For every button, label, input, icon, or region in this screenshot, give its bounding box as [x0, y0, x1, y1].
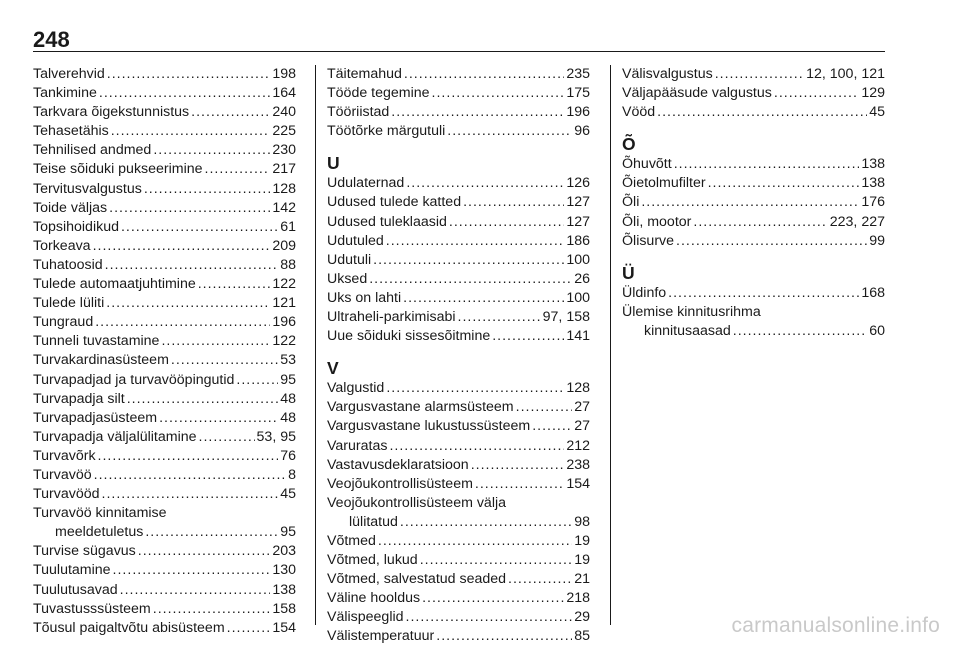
index-entry: [33, 122, 296, 141]
entry-term: meeldetuletus: [55, 524, 144, 541]
entry-term: lülitatud: [349, 513, 398, 530]
index-entry: [33, 409, 296, 428]
entry-page-ref: 100: [566, 251, 590, 268]
index-entry: [327, 608, 590, 627]
leader-dots: [389, 437, 564, 456]
index-entry: [327, 327, 590, 346]
entry-term: Õli: [622, 194, 640, 211]
leader-dots: [668, 284, 859, 303]
index-entry: [622, 193, 885, 212]
entry-page-ref: 217: [272, 161, 296, 178]
entry-term: Välisvalgustus: [622, 66, 713, 82]
entry-page-ref: 209: [272, 237, 296, 254]
column-divider-1: [315, 65, 316, 625]
entry-term: Talverehvid: [33, 66, 105, 82]
index-entry: [33, 199, 296, 218]
index-entry: [33, 256, 296, 275]
entry-term: Täitemahud: [327, 66, 402, 82]
entry-page-ref: 196: [272, 314, 296, 331]
index-entry: [33, 351, 296, 370]
leader-dots: [403, 289, 564, 308]
entry-page-ref: 168: [861, 284, 885, 301]
entry-page-ref: 138: [272, 581, 296, 598]
entry-page-ref: 128: [566, 380, 590, 397]
index-entry: [33, 141, 296, 160]
entry-page-ref: 100: [566, 289, 590, 306]
entry-page-ref: 225: [272, 123, 296, 140]
leader-dots: [516, 398, 573, 417]
index-entry: [33, 160, 296, 179]
entry-page-ref: 21: [574, 571, 590, 588]
leader-dots: [386, 379, 564, 398]
entry-term: Turvavöö: [33, 466, 92, 483]
entry-page-ref: 218: [566, 590, 590, 607]
entry-page-ref: 95: [280, 371, 296, 388]
index-entry: [327, 532, 590, 551]
entry-term: Vastavusdeklaratsioon: [327, 456, 469, 473]
leader-dots: [99, 84, 270, 103]
index-entry: [33, 561, 296, 580]
index-entry: [33, 180, 296, 199]
index-entry: [33, 218, 296, 237]
entry-page-ref: 230: [272, 142, 296, 159]
entry-term: kinnitusaasad: [644, 322, 731, 339]
index-entry: [327, 456, 590, 475]
entry-term: Turvapadja väljalülitamine: [33, 428, 197, 445]
entry-page-ref: 158: [272, 600, 296, 617]
index-entry: [327, 589, 590, 608]
leader-dots: [113, 561, 271, 580]
index-entry: [622, 84, 885, 103]
index-entry: [327, 289, 590, 308]
entry-term: Vargusvastane alarmsüsteem: [327, 399, 514, 416]
entry-page-ref: 27: [574, 418, 590, 435]
entry-page-ref: 76: [280, 447, 296, 464]
leader-dots: [400, 513, 572, 532]
index-entry: [327, 174, 590, 193]
index-entry: [33, 466, 296, 485]
leader-dots: [508, 570, 572, 589]
leader-dots: [369, 270, 572, 289]
index-entry: [327, 398, 590, 417]
entry-page-ref: 12, 100, 121: [806, 66, 885, 82]
leader-dots: [475, 475, 564, 494]
leader-dots: [227, 619, 271, 638]
entry-term: Õietolmufilter: [622, 175, 706, 192]
leader-dots: [120, 581, 271, 600]
leader-dots: [159, 409, 278, 428]
entry-term: Üldinfo: [622, 284, 667, 301]
leader-dots: [198, 275, 271, 294]
entry-page-ref: 186: [566, 232, 590, 249]
entry-term: Tuulutusavad: [33, 581, 118, 598]
entry-page-ref: 29: [574, 609, 590, 626]
index-entry: [33, 103, 296, 122]
entry-term: Turvakardinasüsteem: [33, 352, 169, 369]
entry-page-ref: 138: [861, 156, 885, 173]
entry-term: Tankimine: [33, 85, 97, 102]
watermark: carmanualsonline.info: [731, 614, 940, 637]
entry-page-ref: 99: [869, 232, 885, 249]
entry-term: Tunneli tuvastamine: [33, 333, 160, 350]
leader-dots: [715, 65, 804, 84]
index-entry: [327, 417, 590, 436]
leader-dots: [532, 417, 572, 436]
entry-page-ref: 88: [280, 256, 296, 273]
leader-dots: [153, 141, 270, 160]
index-entry: [622, 232, 885, 251]
index-entry: [622, 155, 885, 174]
entry-term: Välistemperatuur: [327, 628, 435, 645]
leader-dots: [733, 322, 867, 341]
leader-dots: [102, 485, 279, 504]
leader-dots: [420, 551, 573, 570]
index-entry: [622, 103, 885, 122]
entry-term: Teise sõiduki pukseerimine: [33, 161, 203, 178]
entry-term: Turvapadja silt: [33, 390, 125, 407]
entry-term: Vargusvastane lukustussüsteem: [327, 418, 531, 435]
entry-page-ref: 235: [566, 66, 590, 82]
leader-dots: [205, 160, 271, 179]
entry-term: Varuratas: [327, 437, 388, 454]
leader-dots: [432, 84, 565, 103]
entry-term: Õhuvõtt: [622, 156, 672, 173]
entry-page-ref: 45: [869, 104, 885, 121]
entry-term: Veojõukontrollisüsteem: [327, 475, 473, 492]
entry-term: Tehnilised andmed: [33, 142, 152, 159]
entry-term: Töötõrke märgutuli: [327, 123, 446, 140]
leader-dots: [471, 456, 565, 475]
leader-dots: [98, 447, 279, 466]
entry-term: Vööd: [622, 104, 656, 121]
entry-term: Õlisurve: [622, 232, 675, 249]
leader-dots: [436, 627, 572, 646]
entry-page-ref: 129: [861, 85, 885, 102]
entry-term: Topsihoidikud: [33, 218, 119, 235]
entry-page-ref: 198: [272, 66, 296, 82]
index-entry: [327, 308, 590, 327]
index-letter-heading: Õ: [622, 134, 636, 155]
index-entry: [622, 213, 885, 232]
entry-page-ref: 122: [272, 276, 296, 293]
entry-page-ref: 212: [566, 437, 590, 454]
index-entry: [33, 294, 296, 313]
leader-dots: [406, 174, 564, 193]
column-divider-2: [610, 65, 611, 625]
leader-dots: [138, 542, 271, 561]
entry-term: Tehasetähis: [33, 123, 109, 140]
index-column-3: [622, 65, 885, 341]
entry-page-ref: 60: [869, 322, 885, 339]
leader-dots: [676, 232, 867, 251]
leader-dots: [94, 466, 286, 485]
entry-term: Uksed: [327, 270, 368, 287]
leader-dots: [447, 122, 572, 141]
entry-term: Välispeeglid: [327, 609, 404, 626]
entry-term: Tööde tegemine: [327, 85, 430, 102]
index-letter-heading: Ü: [622, 262, 635, 283]
entry-term: Udused tulede katted: [327, 194, 462, 211]
index-entry: [33, 371, 296, 390]
index-entry: [327, 475, 590, 494]
index-entry: [33, 600, 296, 619]
index-entry: [327, 103, 590, 122]
index-entry: [327, 270, 590, 289]
entry-page-ref: 164: [272, 85, 296, 102]
leader-dots: [121, 218, 278, 237]
entry-term: Tõusul paigaltvõtu abisüsteem: [33, 619, 225, 636]
leader-dots: [95, 313, 270, 332]
index-entry: [33, 581, 296, 600]
leader-dots: [93, 237, 271, 256]
entry-page-ref: 53, 95: [256, 428, 296, 445]
entry-term: Tuhatoosid: [33, 256, 103, 273]
entry-page-ref: 240: [272, 104, 296, 121]
entry-term: Uks on lahti: [327, 289, 402, 306]
entry-term: Tööriistad: [327, 104, 390, 121]
entry-term: Ultraheli-parkimisabi: [327, 309, 456, 326]
index-entry: [327, 213, 590, 232]
index-entry: [327, 570, 590, 589]
leader-dots: [463, 193, 564, 212]
leader-dots: [708, 174, 860, 193]
index-entry: [622, 65, 885, 84]
entry-term: Tulede automaatjuhtimine: [33, 276, 196, 293]
entry-page-ref: 95: [280, 524, 296, 541]
entry-page-ref: 196: [566, 104, 590, 121]
entry-page-ref: 45: [280, 486, 296, 503]
entry-term: Turvapadjasüsteem: [33, 409, 158, 426]
entry-page-ref: 19: [574, 532, 590, 549]
entry-term: Udulaternad: [327, 175, 405, 192]
entry-page-ref: 127: [566, 194, 590, 211]
leader-dots: [449, 213, 564, 232]
index-entry: [327, 513, 590, 532]
entry-page-ref: 154: [272, 619, 296, 636]
entry-page-ref: 238: [566, 456, 590, 473]
index-letter-heading: U: [327, 153, 340, 174]
entry-term: Torkeava: [33, 237, 91, 254]
leader-dots: [105, 256, 279, 275]
index-entry: [33, 428, 296, 447]
index-entry: [327, 84, 590, 103]
entry-term: Tarkvara õigekstunnistus: [33, 104, 190, 121]
index-entry: Ülemise kinnitusrihma: [622, 303, 761, 320]
index-column-2: [327, 65, 590, 647]
entry-page-ref: 141: [566, 328, 590, 345]
entry-page-ref: 130: [272, 562, 296, 579]
leader-dots: [373, 251, 564, 270]
entry-page-ref: 98: [574, 513, 590, 530]
entry-term: Udutuli: [327, 251, 372, 268]
entry-page-ref: 27: [574, 399, 590, 416]
entry-term: Väljapääsude valgustus: [622, 85, 772, 102]
entry-page-ref: 122: [272, 333, 296, 350]
index-entry: [622, 322, 885, 341]
index-column-1: [33, 65, 296, 638]
leader-dots: [171, 351, 278, 370]
index-entry: [327, 627, 590, 646]
leader-dots: [391, 103, 564, 122]
leader-dots: [161, 332, 270, 351]
leader-dots: [422, 589, 564, 608]
leader-dots: [386, 232, 565, 251]
entry-term: Võtmed, lukud: [327, 552, 418, 569]
index-entry: [327, 251, 590, 270]
entry-term: Udused tuleklaasid: [327, 213, 447, 230]
entry-term: Võtmed, salvestatud seaded: [327, 571, 507, 588]
leader-dots: [406, 608, 573, 627]
index-entry: [327, 122, 590, 141]
entry-page-ref: 203: [272, 543, 296, 560]
index-entry: [33, 275, 296, 294]
leader-dots: [236, 371, 278, 390]
entry-term: Tuvastusssüsteem: [33, 600, 151, 617]
leader-dots: [378, 532, 572, 551]
index-entry: [33, 84, 296, 103]
entry-term: Toide väljas: [33, 199, 108, 216]
index-entry: [33, 390, 296, 409]
entry-term: Udutuled: [327, 232, 384, 249]
leader-dots: [127, 390, 278, 409]
index-entry: [33, 332, 296, 351]
entry-page-ref: 223, 227: [829, 213, 885, 230]
entry-term: Võtmed: [327, 532, 376, 549]
entry-term: Turvavõrk: [33, 447, 96, 464]
index-letter-heading: V: [327, 358, 339, 379]
entry-term: Valgustid: [327, 380, 385, 397]
entry-page-ref: 126: [566, 175, 590, 192]
entry-page-ref: 121: [272, 295, 296, 312]
entry-page-ref: 142: [272, 199, 296, 216]
index-entry: [622, 174, 885, 193]
entry-page-ref: 53: [280, 352, 296, 369]
leader-dots: [774, 84, 859, 103]
leader-dots: [492, 327, 564, 346]
leader-dots: [404, 65, 564, 84]
entry-page-ref: 48: [280, 390, 296, 407]
index-entry: [327, 193, 590, 212]
entry-term: Tungraud: [33, 314, 94, 331]
entry-page-ref: 97, 158: [542, 309, 590, 326]
index-entry: [33, 237, 296, 256]
entry-page-ref: 96: [574, 123, 590, 140]
index-entry: [33, 313, 296, 332]
page-number: 248: [33, 27, 70, 52]
entry-term: Uue sõiduki sissesõitmine: [327, 328, 491, 345]
leader-dots: [153, 600, 271, 619]
entry-page-ref: 138: [861, 175, 885, 192]
index-entry: [33, 619, 296, 638]
index-entry: [327, 65, 590, 84]
leader-dots: [145, 523, 278, 542]
leader-dots: [111, 122, 271, 141]
entry-term: Õli, mootor: [622, 213, 692, 230]
index-entry: [33, 485, 296, 504]
index-entry: [33, 447, 296, 466]
leader-dots: [657, 103, 867, 122]
leader-dots: [144, 180, 271, 199]
index-entry: [33, 523, 296, 542]
index-entry: [327, 379, 590, 398]
index-entry: [327, 551, 590, 570]
leader-dots: [693, 213, 827, 232]
leader-dots: [107, 65, 271, 84]
leader-dots: [458, 308, 541, 327]
entry-page-ref: 61: [280, 218, 296, 235]
index-entry: [622, 284, 885, 303]
entry-term: Turvapadjad ja turvavööpingutid: [33, 371, 235, 388]
index-entry: [327, 437, 590, 456]
entry-page-ref: 175: [566, 85, 590, 102]
leader-dots: [199, 428, 255, 447]
entry-term: Turvavööd: [33, 486, 100, 503]
entry-term: Tuulutamine: [33, 562, 111, 579]
entry-page-ref: 8: [288, 466, 296, 483]
header-rule: [33, 51, 885, 52]
entry-page-ref: 127: [566, 213, 590, 230]
leader-dots: [674, 155, 860, 174]
entry-page-ref: 176: [861, 194, 885, 211]
entry-term: Tervitusvalgustus: [33, 180, 142, 197]
leader-dots: [641, 193, 859, 212]
leader-dots: [191, 103, 270, 122]
index-entry: Veojõukontrollisüsteem välja: [327, 494, 507, 511]
entry-page-ref: 85: [574, 628, 590, 645]
entry-page-ref: 154: [566, 475, 590, 492]
index-entry: [33, 542, 296, 561]
index-entry: [327, 232, 590, 251]
entry-term: Turvise sügavus: [33, 543, 136, 560]
entry-page-ref: 128: [272, 180, 296, 197]
leader-dots: [109, 199, 270, 218]
entry-term: Tulede lüliti: [33, 295, 105, 312]
index-entry: [33, 65, 296, 84]
entry-term: Väline hooldus: [327, 590, 421, 607]
entry-page-ref: 26: [574, 270, 590, 287]
index-entry: Turvavöö kinnitamise: [33, 505, 167, 522]
entry-page-ref: 19: [574, 552, 590, 569]
leader-dots: [106, 294, 270, 313]
entry-page-ref: 48: [280, 409, 296, 426]
